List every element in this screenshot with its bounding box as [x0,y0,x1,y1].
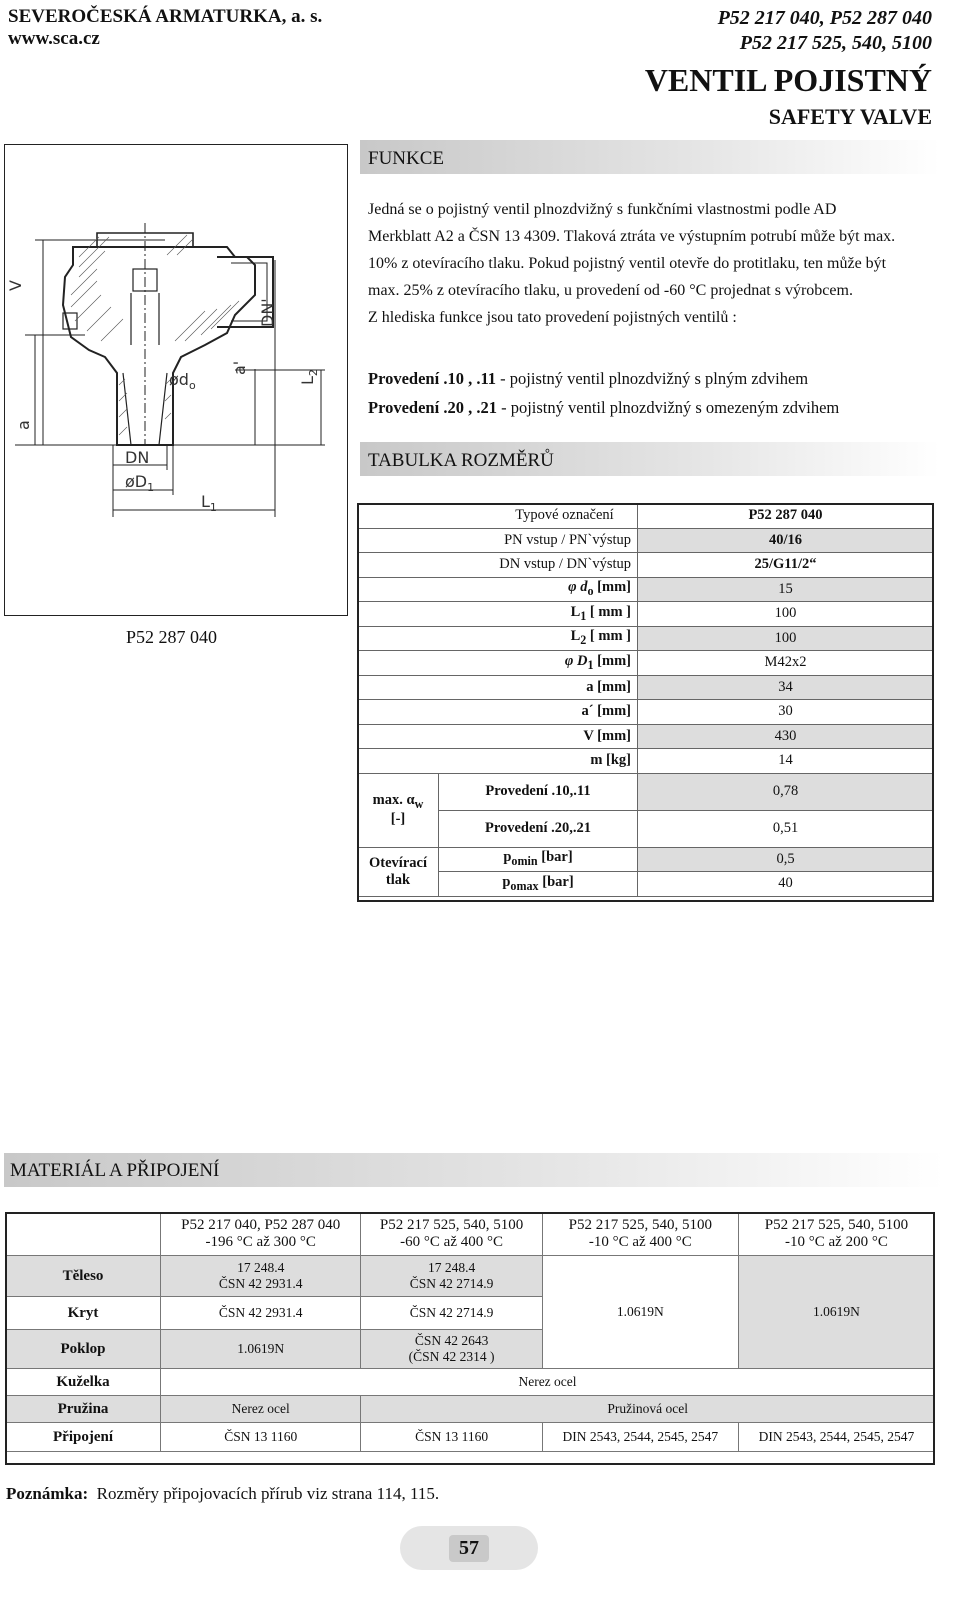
table-label-cell: PN vstup / PN`výstup [358,528,638,553]
table-row [358,675,934,700]
table-row [358,749,934,774]
funkce-line: max. 25% z otevíracího tlaku, u provedení od -60 °C projednat s výrobcem. [368,282,853,299]
material-column-header: P52 217 525, 540, 5100 -60 °C až 400 °C [361,1213,542,1256]
dim-v-label: V [6,280,25,291]
provedeni-limited-lift [368,398,839,418]
dim-a-prime-label: a' [230,360,249,375]
table-row [358,528,934,553]
table-value-cell: 30 [638,700,934,725]
table-label-cell: φ $D_1$ [mm] [358,651,638,676]
dim-dn-prime-label: DN' [258,298,277,327]
valve-drawing [5,145,347,615]
material-row-label: Kuželka [6,1369,161,1396]
funkce-heading: FUNKCE [368,148,445,169]
table-label-cell: φ $d_o$ [mm] [358,577,638,602]
model-label: P52 287 040 [126,627,218,647]
table-value-cell: 14 [638,749,934,774]
material-cell: Nerez ocel [161,1396,361,1423]
dim-l2-label: $L_2$ [298,369,320,385]
material-cell: ČSN 13 1160 [161,1423,361,1452]
page-subtitle: SAFETY VALVE [768,104,932,129]
table-row [6,1213,935,1256]
pomax-label-cell: $p_{omax}$ [bar] [439,872,638,897]
company-website[interactable]: www.sca.cz [8,28,100,49]
dim-l1-label: $L_1$ [201,492,217,514]
table-row [358,700,934,725]
table-row [6,1423,935,1452]
company-name: SEVEROČESKÁ ARMATURKA, a. s. [8,6,323,27]
table-row [358,504,934,529]
footnote-label: Poznámka: [6,1484,89,1503]
opening-pressure-label-cell: Otevírací tlak [358,847,439,896]
table-row [6,1256,935,1297]
funkce-paragraph [368,196,936,331]
table-label-cell: DN vstup / DN`výstup [358,553,638,578]
material-cell: 17 248.4 ČSN 42 2714.9 [361,1256,542,1297]
material-row-label: Těleso [6,1256,161,1297]
table-value-cell: 430 [638,724,934,749]
material-row-label: Kryt [6,1297,161,1330]
material-cell: ČSN 42 2643 (ČSN 42 2314 ) [361,1330,542,1369]
funkce-line: Jedná se o pojistný ventil plnozdvižný s funkčními vlastnostmi podle AD [368,201,837,218]
table-label-cell: V [mm] [358,724,638,749]
table-row [6,1369,935,1396]
material-cell: 1.0619N [542,1256,738,1369]
table-row [358,773,934,810]
pomax-value-cell: 40 [638,872,934,897]
material-cell: ČSN 42 2714.9 [361,1297,542,1330]
material-row-label: Poklop [6,1330,161,1369]
material-column-header: P52 217 525, 540, 5100 -10 °C až 200 °C [738,1213,934,1256]
material-corner-cell [6,1213,161,1256]
table-value-cell: M42x2 [638,651,934,676]
alpha-value-cell: 0,78 [638,773,934,810]
table-value-cell: 100 [638,602,934,627]
material-cell: ČSN 13 1160 [361,1423,542,1452]
table-row [358,602,934,627]
table-label-cell: m [kg] [358,749,638,774]
provedeni-10-cell: Provedení .10,.11 [439,773,638,810]
funkce-line: 10% z otevíracího tlaku. Pokud pojistný ventil otevře do protitlaku, ten může být [368,255,887,272]
alpha-value-cell: 0,51 [638,810,934,847]
material-column-header: P52 217 525, 540, 5100 -10 °C až 400 °C [542,1213,738,1256]
table-label-cell: $L_1$ [ mm ] [358,602,638,627]
provedeni-limited-lift-label: Provedení .20 , .21 [368,398,497,417]
dim-dn-label: DN [125,448,150,467]
table-row [358,872,934,897]
provedeni-full-lift [368,369,808,389]
product-codes [718,6,932,56]
material-cell: 17 248.4 ČSN 42 2931.4 [161,1256,361,1297]
table-value-cell: 100 [638,626,934,651]
funkce-heading-bar [360,140,940,174]
table-row [358,553,934,578]
provedeni-full-lift-text: - pojistný ventil plnozdvižný s plným zdvihem [496,369,809,388]
company-header [8,6,322,50]
table-value-cell: 34 [638,675,934,700]
provedeni-20-cell: Provedení .20,.21 [439,810,638,847]
material-cell: ČSN 42 2931.4 [161,1297,361,1330]
material-heading-bar [4,1153,944,1187]
material-cell: 1.0619N [738,1256,934,1369]
table-label-cell: Typové označení [358,504,638,529]
pomin-label-cell: $p_{omin}$ [bar] [439,847,638,872]
table-row [358,577,934,602]
tabulka-heading-bar [360,442,940,476]
table-row [358,847,934,872]
table-row [358,810,934,847]
table-label-cell: $L_2$ [ mm ] [358,626,638,651]
table-row [358,651,934,676]
funkce-line: Z hlediska funkce jsou tato provedení pojistných ventilů : [368,309,737,326]
footnote-text: Rozměry připojovacích přírub viz strana 114, 115. [96,1484,440,1503]
product-codes-line2: P52 217 525, 540, 5100 [739,32,932,54]
table-row [6,1396,935,1423]
material-cell: DIN 2543, 2544, 2545, 2547 [738,1423,934,1452]
table-label-cell: a´ [mm] [358,700,638,725]
dim-a-label: a [14,420,33,430]
footnote [6,1484,439,1504]
table-label-cell: a [mm] [358,675,638,700]
table-row [358,724,934,749]
table-row [358,626,934,651]
tabulka-heading: TABULKA ROZMĚRŮ [368,450,554,471]
dim-d1-label: $øD_1$ [125,472,155,494]
material-row-label: Připojení [6,1423,161,1452]
table-value-cell: 25/G11/2“ [638,553,934,578]
material-cell: 1.0619N [161,1330,361,1369]
material-column-header: P52 217 040, P52 287 040 -196 °C až 300 °C [161,1213,361,1256]
material-row-label: Pružina [6,1396,161,1423]
valve-drawing-frame [4,144,348,616]
material-heading: MATERIÁL A PŘIPOJENÍ [10,1160,220,1181]
alpha-label-cell: max. $\alpha_w$ [-] [358,773,439,847]
table-value-cell: 15 [638,577,934,602]
provedeni-limited-lift-text: - pojistný ventil plnozdvižný s omezeným zdvihem [496,398,840,417]
table-value-cell: P52 287 040 [638,504,934,529]
page-title: VENTIL POJISTNÝ [644,62,932,98]
table-value-cell: 40/16 [638,528,934,553]
material-cell: DIN 2543, 2544, 2545, 2547 [542,1423,738,1452]
pomin-value-cell: 0,5 [638,847,934,872]
material-cell: Nerez ocel [161,1369,935,1396]
page-number-badge [400,1526,538,1570]
dim-do-label: $ød_o$ [169,370,196,392]
dimension-table [357,503,934,897]
product-codes-line1: P52 217 040, P52 287 040 [717,7,932,29]
provedeni-full-lift-label: Provedení .10 , .11 [368,369,497,388]
funkce-line: Merkblatt A2 a ČSN 13 4309. Tlaková ztráta ve výstupním potrubí může být max. [368,228,896,245]
material-cell: Pružinová ocel [361,1396,935,1423]
page-number: 57 [449,1535,489,1562]
material-table [5,1212,935,1452]
